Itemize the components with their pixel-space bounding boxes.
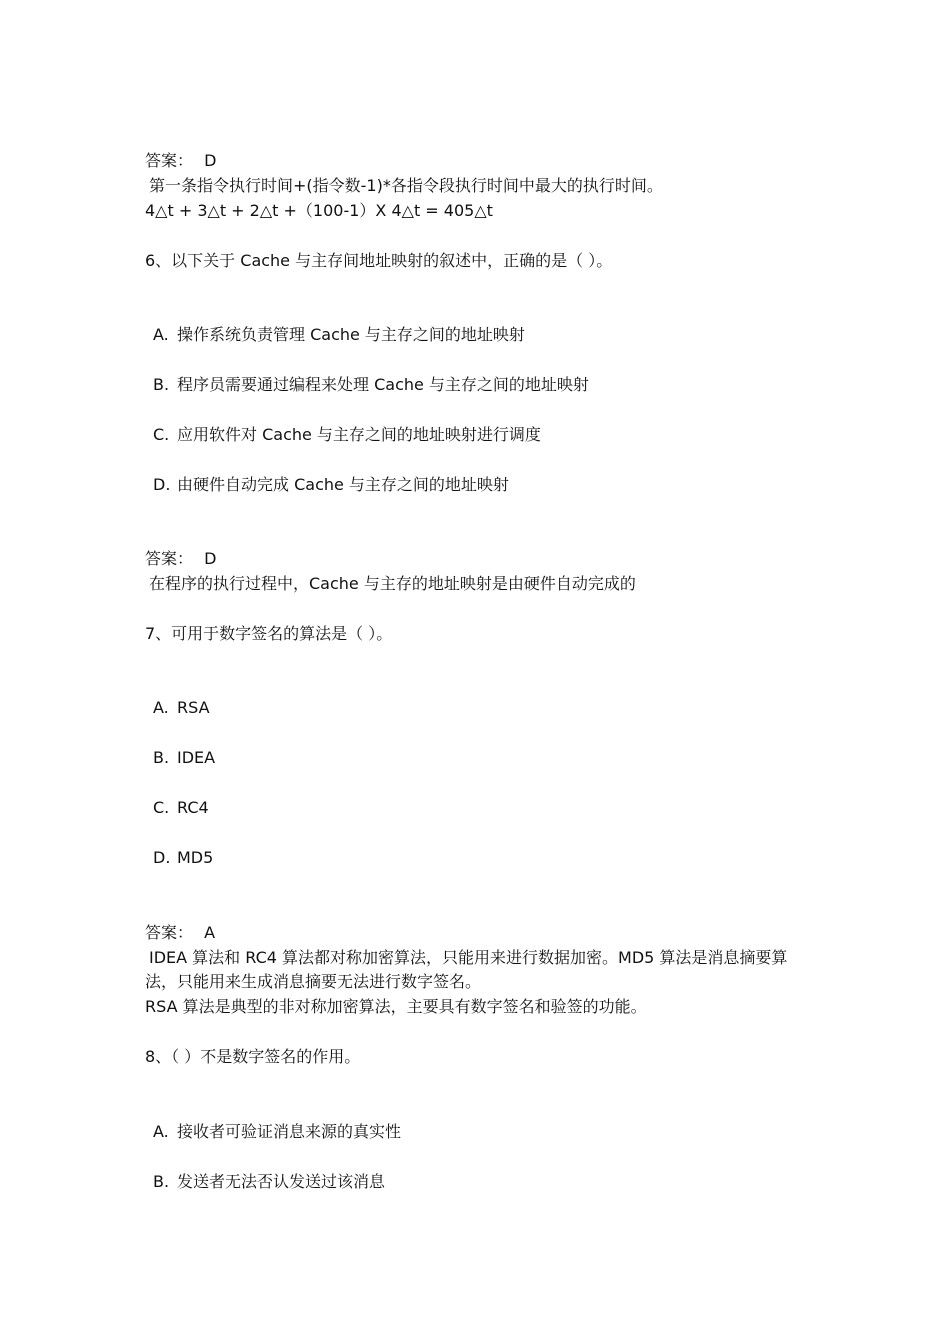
option-text: 程序员需要通过编程来处理 Cache 与主存之间的地址映射	[177, 375, 589, 394]
q7-option-d	[153, 847, 213, 869]
option-text: RSA	[177, 698, 210, 717]
explanation-q6: 在程序的执行过程中，Cache 与主存的地址映射是由硬件自动完成的	[149, 574, 636, 593]
q6-option-a	[153, 324, 525, 346]
q8-option-a	[153, 1121, 401, 1143]
explanation-q7-paragraph1: IDEA 算法和 RC4 算法都对称加密算法，只能用来进行数据加密。MD5 算法是消息摘要算法，只能用来生成消息摘要无法进行数字签名。	[145, 948, 788, 991]
answer-value: D	[204, 549, 217, 568]
explanation-q5-line1: 第一条指令执行时间+(指令数-1)*各指令段执行时间中最大的执行时间。	[149, 176, 663, 195]
option-text: 应用软件对 Cache 与主存之间的地址映射进行调度	[177, 425, 541, 444]
q6-option-b	[153, 374, 589, 396]
option-text: IDEA	[177, 748, 216, 767]
q6-option-c	[153, 424, 541, 446]
option-letter: B.	[153, 375, 170, 394]
option-letter: B.	[153, 748, 170, 767]
option-letter: D.	[153, 475, 171, 494]
answer-value: D	[204, 151, 217, 170]
answer-line-q6	[145, 548, 216, 570]
answer-label: 答案：	[145, 549, 194, 568]
q7-option-b	[153, 747, 215, 769]
answer-line-q5	[145, 150, 216, 172]
option-letter: C.	[153, 798, 170, 817]
question-8: 8、（ ）不是数字签名的作用。	[145, 1047, 361, 1066]
option-letter: A.	[153, 698, 169, 717]
answer-label: 答案：	[145, 151, 194, 170]
q7-option-c	[153, 797, 209, 819]
answer-label: 答案：	[145, 923, 194, 942]
option-letter: A.	[153, 325, 169, 344]
option-text: 由硬件自动完成 Cache 与主存之间的地址映射	[177, 475, 509, 494]
q6-option-d	[153, 474, 509, 496]
explanation-q7-paragraph2: RSA 算法是典型的非对称加密算法，主要具有数字签名和验签的功能。	[145, 997, 647, 1016]
option-text: 操作系统负责管理 Cache 与主存之间的地址映射	[177, 325, 525, 344]
option-text: 发送者无法否认发送过该消息	[177, 1172, 386, 1191]
option-letter: D.	[153, 848, 171, 867]
option-text: MD5	[177, 848, 214, 867]
option-text: RC4	[177, 798, 209, 817]
option-letter: A.	[153, 1122, 169, 1141]
answer-value: A	[204, 923, 216, 942]
answer-line-q7	[145, 922, 215, 944]
q8-option-b	[153, 1171, 385, 1193]
question-7: 7、可用于数字签名的算法是（ ）。	[145, 624, 393, 643]
q7-option-a	[153, 697, 210, 719]
question-6: 6、以下关于 Cache 与主存间地址映射的叙述中，正确的是（ ）。	[145, 251, 613, 270]
explanation-q5-line2: 4△t + 3△t + 2△t +（100-1）X 4△t = 405△t	[145, 201, 493, 220]
option-letter: B.	[153, 1172, 170, 1191]
option-text: 接收者可验证消息来源的真实性	[177, 1122, 402, 1141]
option-letter: C.	[153, 425, 170, 444]
